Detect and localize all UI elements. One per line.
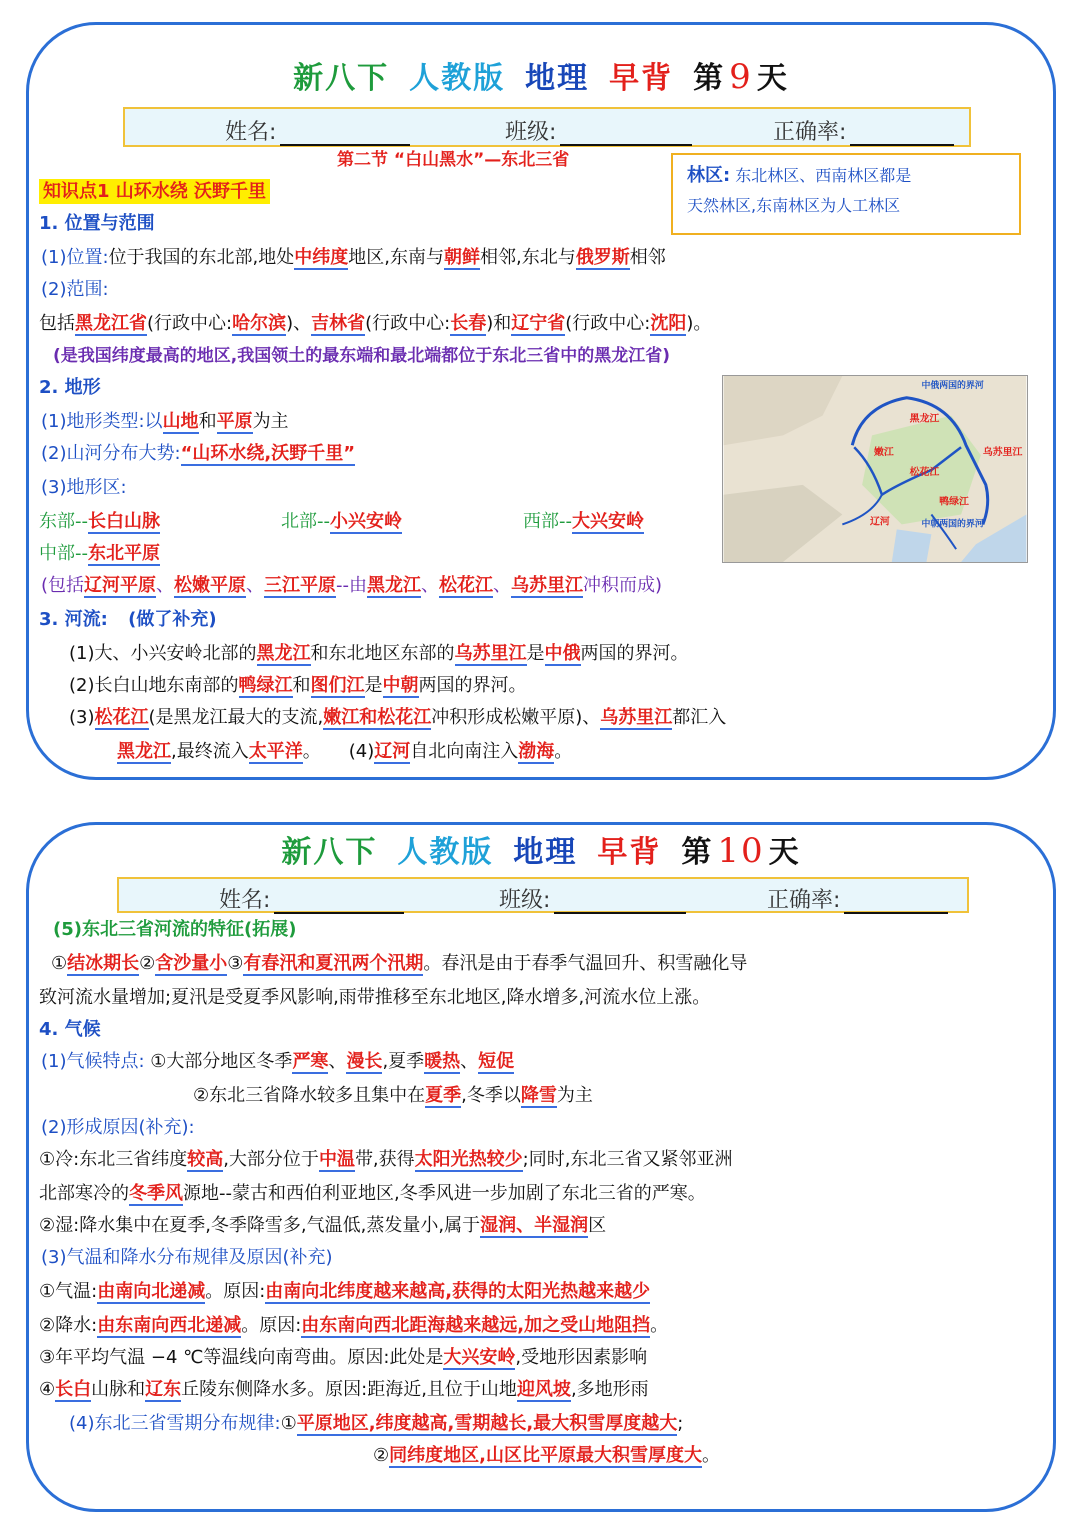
section-heading: 第二节 “白山黑水”—东北三省 <box>337 150 570 170</box>
range-line: 包括黑龙江省(行政中心:哈尔滨)、吉林省(行政中心:长春)和辽宁省(行政中心:沈阳)。 <box>39 313 712 334</box>
river-features-heading: (5)东北三省河流的特征(拓展) <box>53 919 297 940</box>
heading-location: 1. 位置与范围 <box>39 213 155 234</box>
rivers-line-4: 黑龙江,最终流入太平洋。 (4)辽河自北向南注入渤海。 <box>117 741 573 762</box>
name-blank[interactable] <box>280 124 410 146</box>
heading-climate: 4. 气候 <box>39 1019 101 1040</box>
title-subject: 地理 <box>513 835 578 870</box>
map-river-1: 黑龙江 <box>909 413 940 425</box>
range-note: (是我国纬度最高的地区,我国领土的最东端和最北端都位于东北三省中的黑龙江省) <box>53 346 670 366</box>
title-day-number: 10 <box>717 831 765 871</box>
range-label: (2)范围: <box>41 279 109 300</box>
map-river-2: 嫩江 <box>874 447 894 459</box>
accuracy-label: 正确率: <box>773 120 847 145</box>
northeast-rivers-map <box>722 375 1028 563</box>
title-di: 第 <box>693 61 726 96</box>
title-edition: 人教版 <box>409 61 506 96</box>
title-tian: 天 <box>768 835 801 870</box>
distribution-heading: (3)气温和降水分布规律及原因(补充) <box>41 1247 333 1268</box>
title-subject: 地理 <box>525 61 590 96</box>
title-morning: 早背 <box>609 61 674 96</box>
map-label-bottom: 中朝两国的界河 <box>921 519 984 530</box>
map-river-4: 乌苏里江 <box>982 447 1023 459</box>
terrain-central: 中部--东北平原 <box>39 543 160 564</box>
name-blank[interactable] <box>274 892 404 914</box>
day10-name-bar <box>117 877 969 913</box>
accuracy-blank[interactable] <box>850 124 954 146</box>
accuracy-blank[interactable] <box>844 892 948 914</box>
class-label: 班级: <box>499 888 551 913</box>
class-blank[interactable] <box>560 124 692 146</box>
river-features-line-2: 致河流水量增加;夏汛是受夏季风影响,雨带推移至东北地区,降水增多,河流水位上涨。 <box>39 987 711 1008</box>
title-tian: 天 <box>756 61 789 96</box>
class-blank[interactable] <box>554 892 686 914</box>
climate-cause-heading: (2)形成原因(补充): <box>41 1117 195 1138</box>
river-features-line-1: ①结冰期长②含沙量小③有春汛和夏汛两个汛期。春汛是由于春季气温回升、积雪融化导 <box>51 953 748 974</box>
location-line: (1)位置:位于我国的东北部,地处中纬度地区,东南与朝鲜相邻,东北与俄罗斯相邻 <box>41 247 666 268</box>
title-morning: 早背 <box>597 835 662 870</box>
terrain-trend-line: (2)山河分布大势:“山环水绕,沃野千里” <box>41 443 356 464</box>
knowledge-point: 知识点1 山环水绕 沃野千里 <box>39 179 270 205</box>
title-grade: 新八下 <box>293 61 390 96</box>
climate-cause-cold-2: 北部寒冷的冬季风源地--蒙古和西伯利亚地区,冬季风进一步加剧了东北三省的严寒。 <box>39 1183 706 1204</box>
climate-feature-2: ②东北三省降水较多且集中在夏季,冬季以降雪为主 <box>193 1085 593 1106</box>
climate-feature-1: (1)气候特点: ①大部分地区冬季严寒、漫长,夏季暖热、短促 <box>41 1051 515 1072</box>
map-river-5: 辽河 <box>870 516 890 528</box>
class-label: 班级: <box>505 120 557 145</box>
title-edition: 人教版 <box>397 835 494 870</box>
climate-cause-cold-1: ①冷:东北三省纬度较高,大部分位于中温带,获得太阳光热较少;同时,东北三省又紧邻亚洲 <box>39 1149 733 1170</box>
forest-note: 林区: 东北林区、西南林区都是 天然林区,东南林区为人工林区 <box>671 153 1021 235</box>
heading-rivers: 3. 河流: (做了补充) <box>39 609 217 630</box>
distribution-isotherm: ③年平均气温 −4 ℃等温线向南弯曲。原因:此处是大兴安岭,受地形因素影响 <box>39 1347 648 1368</box>
accuracy-label: 正确率: <box>767 888 841 913</box>
day9-title <box>29 53 1053 97</box>
map-label-top: 中俄两国的界河 <box>921 380 984 391</box>
distribution-precipitation: ②降水:由东南向西北递减。原因:由东南向西北距海越来越远,加之受山地阻挡。 <box>39 1315 669 1336</box>
title-di: 第 <box>681 835 714 870</box>
rivers-line-1: (1)大、小兴安岭北部的黑龙江和东北地区东部的乌苏里江是中俄两国的界河。 <box>69 643 689 664</box>
snow-period-line-1: (4)东北三省雪期分布规律:①平原地区,纬度越高,雪期越长,最大积雪厚度越大; <box>69 1413 684 1434</box>
rivers-line-3: (3)松花江(是黑龙江最大的支流,嫩江和松花江冲积形成松嫩平原)、乌苏里江都汇入 <box>69 707 727 728</box>
title-grade: 新八下 <box>281 835 378 870</box>
terrain-west: 西部--大兴安岭 <box>523 511 644 532</box>
name-label: 姓名: <box>219 888 271 913</box>
distribution-rainfall-east: ④长白山脉和辽东丘陵东侧降水多。原因:距海近,且位于山地迎风坡,多地形雨 <box>39 1379 649 1400</box>
terrain-region-label: (3)地形区: <box>41 477 127 498</box>
plains-line: (包括辽河平原、松嫩平原、三江平原--由黑龙江、松花江、乌苏里江冲积而成) <box>41 575 663 596</box>
heading-terrain: 2. 地形 <box>39 377 101 398</box>
day9-card <box>26 22 1056 780</box>
snow-period-line-2: ②同纬度地区,山区比平原最大积雪厚度大。 <box>373 1445 720 1466</box>
rivers-line-2: (2)长白山地东南部的鸭绿江和图们江是中朝两国的界河。 <box>69 675 527 696</box>
day9-name-bar <box>123 107 971 147</box>
day10-card <box>26 822 1056 1512</box>
terrain-east: 东部--长白山脉 <box>39 511 160 532</box>
map-river-6: 鸭绿江 <box>939 496 969 508</box>
name-label: 姓名: <box>225 120 277 145</box>
day10-title <box>29 827 1053 871</box>
terrain-type-line: (1)地形类型:以山地和平原为主 <box>41 411 289 432</box>
terrain-north: 北部--小兴安岭 <box>281 511 402 532</box>
distribution-temperature: ①气温:由南向北递减。原因:由南向北纬度越来越高,获得的太阳光热越来越少 <box>39 1281 651 1302</box>
title-day-number: 9 <box>729 57 753 97</box>
map-river-3: 松花江 <box>909 466 940 478</box>
climate-cause-wet: ②湿:降水集中在夏季,冬季降雪多,气温低,蒸发量小,属于湿润、半湿润区 <box>39 1215 607 1236</box>
